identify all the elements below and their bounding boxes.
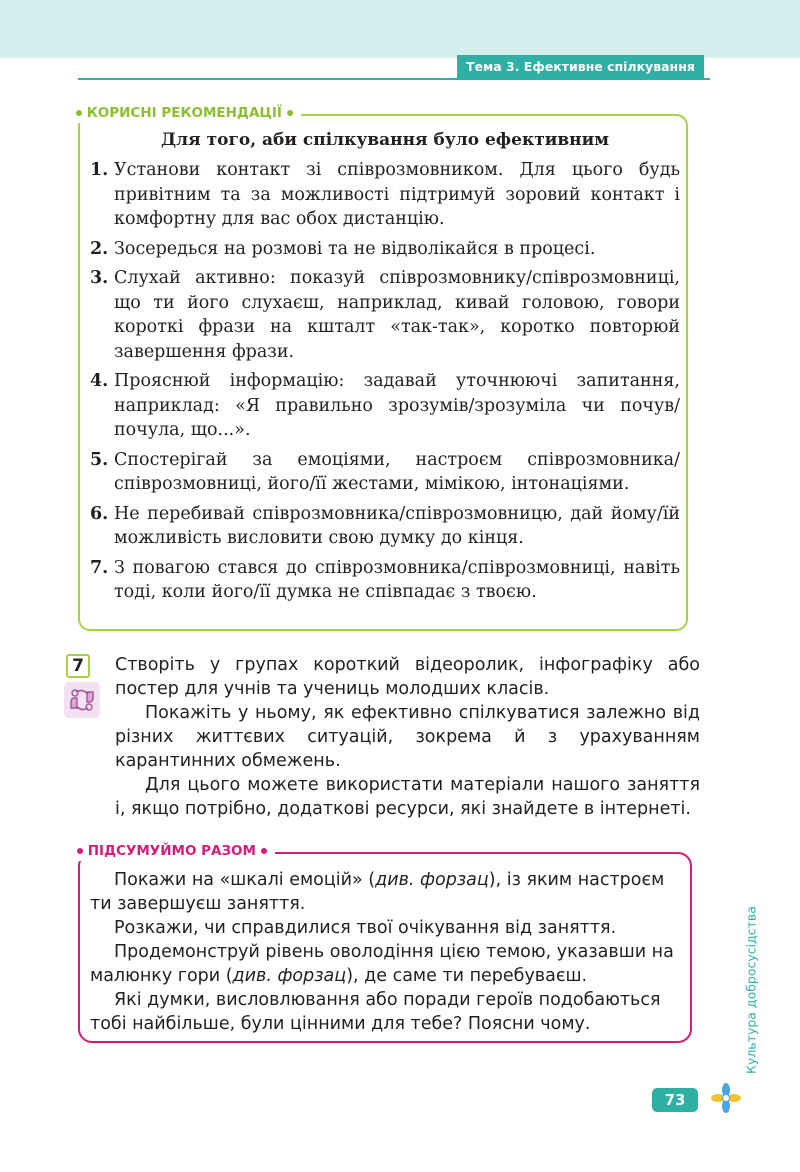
summary-body xyxy=(90,868,678,1036)
list-item xyxy=(90,237,680,262)
item-text: Спостерігай за емоціями, настроєм співрозмовника/співрозмовниці, його/її жестами, мімікою, інтонаціями. xyxy=(114,449,680,494)
summary-text: ), із яким настроєм ти завершуєш заняття. xyxy=(90,870,665,914)
side-label-text: Культура добросусідства xyxy=(743,906,759,1074)
item-text: Зосередься на розмові та не відволікайся в процесі. xyxy=(114,238,596,259)
item-number: 5. xyxy=(90,449,109,470)
list-item xyxy=(90,556,680,605)
topic-label: Тема 3. Ефективне спілкування xyxy=(457,55,704,79)
item-text: Прояснюй інформацію: задавай уточнюючі запитання, наприклад: «Я правильно зрозумів/зрозуміла чи почув/почула, що...». xyxy=(114,371,680,440)
group-work-icon xyxy=(62,680,102,720)
item-number: 3. xyxy=(90,268,109,288)
summary-paragraph: Які думки, висловлювання або поради героїв подобаються тобі найбільше, були цінними для тебе? Поясни чому. xyxy=(90,990,661,1034)
task-body xyxy=(115,653,700,821)
recommendations-heading-text: КОРИСНІ РЕКОМЕНДАЦІЇ xyxy=(86,105,282,121)
summary-heading-text: ПІДСУМУЙМО РАЗОМ xyxy=(87,843,256,859)
bullet-dot-icon xyxy=(76,110,82,116)
list-item xyxy=(90,448,680,497)
reference-text: див. форзац xyxy=(232,966,347,986)
item-number: 1. xyxy=(90,160,109,180)
item-number: 2. xyxy=(90,238,109,259)
item-number: 4. xyxy=(90,371,109,391)
bullet-dot-icon xyxy=(287,110,293,116)
item-text: З повагою стався до співрозмовника/співрозмовниці, навіть тоді, коли його/її думка не співпадає з твоєю. xyxy=(114,557,680,602)
item-text: Слухай активно: показуй співрозмовнику/співрозмовниці, що ти його слухаєш, наприклад, кивай головою, говори короткі фрази на кшталт «так-так», коротко повторюй завершення фрази. xyxy=(114,268,680,362)
task-paragraph: Для цього можете використати матеріали нашого заняття і, якщо потрібно, додаткові ресурси, які знайдете в інтернеті. xyxy=(115,775,700,819)
summary-paragraph: Розкажи, чи справдилися твої очікування від заняття. xyxy=(114,918,617,938)
summary-text: ), де саме ти перебуваєш. xyxy=(346,966,588,986)
flower-icon xyxy=(710,1082,742,1114)
item-number: 6. xyxy=(90,503,109,524)
recommendations-title: Для того, аби спілкування було ефективним xyxy=(161,130,609,150)
recommendations-heading xyxy=(72,103,301,123)
recommendations-list xyxy=(90,158,680,610)
task-number: 7 xyxy=(66,654,90,678)
summary-text: Покажи на «шкалі емоцій» ( xyxy=(114,870,376,890)
list-item xyxy=(90,158,680,232)
item-text: Установи контакт зі співрозмовником. Для цього будь привітним та за можливості підтримуй зоровий контакт і комфортну для вас обох дистанцію. xyxy=(114,160,680,229)
list-item xyxy=(90,266,680,364)
side-label xyxy=(741,905,761,1075)
task-paragraph: Створіть у групах короткий відеоролик, інфографіку або постер для учнів та учениць молодших класів. xyxy=(115,655,700,699)
summary-heading xyxy=(73,841,275,861)
item-number: 7. xyxy=(90,557,109,578)
bullet-dot-icon xyxy=(261,848,267,854)
summary-paragraph xyxy=(90,868,678,916)
top-band xyxy=(0,0,800,58)
bullet-dot-icon xyxy=(77,848,83,854)
summary-text: Продемонструй рівень оволодіння цією темою, указавши на малюнку гори ( xyxy=(90,942,674,986)
item-text: Не перебивай співрозмовника/співрозмовницю, дай йому/їй можливість висловити свою думку до кінця. xyxy=(114,503,680,548)
list-item xyxy=(90,502,680,551)
task-paragraph: Покажіть у ньому, як ефективно спілкуватися залежно від різних життєвих ситуацій, зокрема й з урахуванням карантинних обмежень. xyxy=(115,703,700,771)
topic-rule xyxy=(78,78,710,80)
summary-paragraph xyxy=(90,940,678,988)
page-number: 73 xyxy=(652,1088,698,1112)
reference-text: див. форзац xyxy=(375,870,489,890)
list-item xyxy=(90,369,680,443)
